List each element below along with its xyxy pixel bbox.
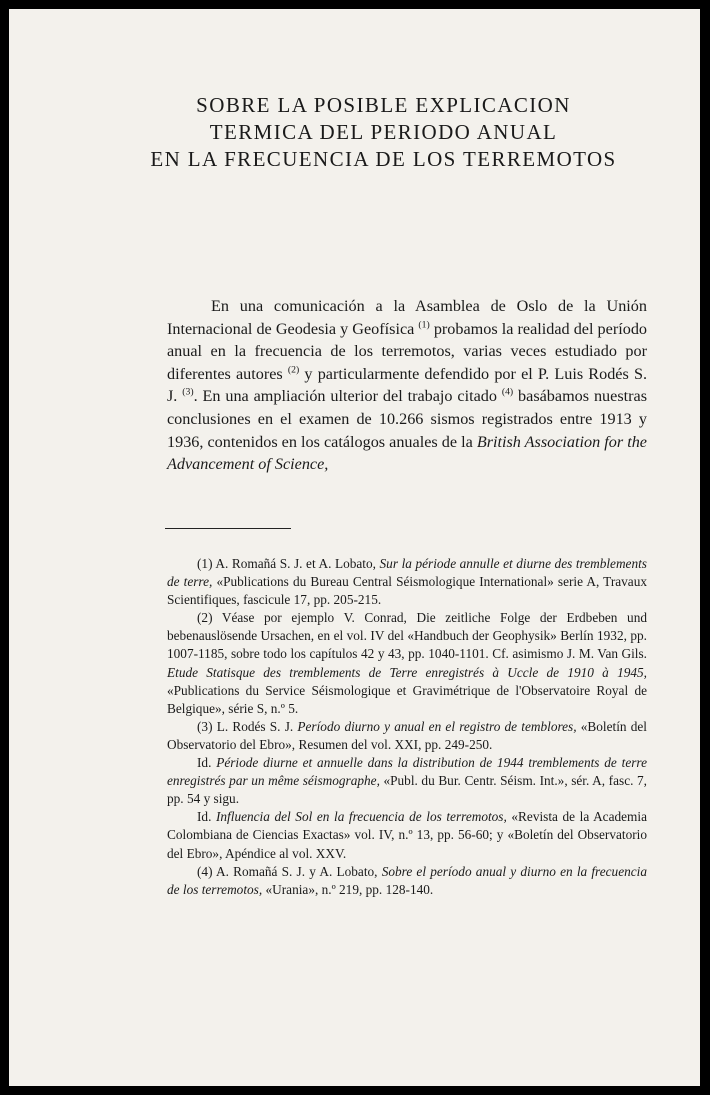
footnote-4 bbox=[167, 863, 647, 899]
footnote-italic: Sur la période annulle et diurne des tremblements de terre, bbox=[167, 556, 647, 590]
footnote-text: Id. bbox=[197, 755, 217, 771]
footnote-italic: Etude Statisque des tremblements de Terre enregistrés à Uccle de 1910 à 1945, bbox=[167, 664, 647, 680]
body-text-run: . En una ampliación ulterior del trabajo citado bbox=[193, 387, 497, 406]
footnote-mark: (2) bbox=[197, 610, 213, 626]
footnote-text: «Urania», n.º 219, pp. 128-140. bbox=[262, 881, 434, 897]
footnote-2 bbox=[167, 609, 647, 718]
article-title bbox=[9, 92, 700, 173]
footnote-ref-4: (4) bbox=[501, 386, 514, 398]
footnote-italic: Período diurno y anual en el registro de temblores, bbox=[297, 718, 577, 734]
footnote-italic: Période diurne et annuelle dans la distribution de 1944 tremblements de terre enregistrés par un même séismographe, bbox=[167, 755, 647, 789]
body-paragraph bbox=[167, 295, 647, 476]
body-text-run: probamos la realidad del período anual en la frecuencia de los terremotos, varias veces estudiado por diferentes autores bbox=[167, 319, 648, 383]
footnote-3 bbox=[167, 718, 647, 754]
body-text-run: y particularmente defendido por el P. Luis Rodés S. J. bbox=[167, 364, 647, 406]
title-line-2: TERMICA DEL PERIODO ANUAL bbox=[209, 120, 558, 144]
footnote-text: «Boletín del Observatorio del Ebro», Resumen del vol. XXI, pp. 249-250. bbox=[167, 718, 647, 752]
footnote-text: Véase por ejemplo V. Conrad, Die zeitliche Folge der Erdbeben und bebenauslösende Ursachen, en el vol. IV del «Handbuch der Geophysik» Berlín 1932, pp. 1007-1185, sobre todo los capítulos 42 y 43, pp. 1040-1101. Cf. asimismo J. M. Van Gils. bbox=[167, 610, 647, 662]
footnote-text: A. Romañá S. J. y A. Lobato, bbox=[212, 863, 382, 879]
body-text-run: basábamos nuestras conclusiones en el examen de 10.266 sismos registrados entre 1913 y 1936, contenidos en los catálogos anuales de la bbox=[167, 387, 647, 451]
footnote-italic: Influencia del Sol en la frecuencia de los terremotos, bbox=[215, 809, 507, 825]
footnote-text: «Revista de la Academia Colombiana de Ciencias Exactas» vol. IV, n.º 13, pp. 56-60; y «Boletín del Observatorio del Ebro», Apéndice al vol. XXV. bbox=[167, 809, 647, 861]
footnote-1 bbox=[167, 555, 647, 609]
body-text-run: En una comunicación a la Asamblea de Oslo de la Unión Internacional de Geodesia y Geofísica bbox=[167, 297, 647, 338]
footnote-text: A. Romañá S. J. et A. Lobato, bbox=[212, 556, 380, 571]
footnote-mark: (4) bbox=[197, 863, 213, 879]
footnote-text: «Publications du Service Séismologique et Gravimétrique de l'Observatoire Royal de Belgique», série S, n.º 5. bbox=[167, 682, 647, 716]
footnote-text: L. Rodés S. J. bbox=[212, 718, 298, 734]
body-italic-title: British Association for the Advancement of Science, bbox=[167, 432, 647, 474]
footnote-3-id-1 bbox=[167, 754, 647, 808]
footnote-ref-3: (3) bbox=[182, 386, 194, 398]
footnote-3-id-2 bbox=[167, 808, 647, 862]
footnote-text: «Publications du Bureau Central Séismologique International» serie A, Travaux Scientifiques, fascicule 17, pp. 205-215. bbox=[167, 574, 647, 608]
title-line-1: SOBRE LA POSIBLE EXPLICACION bbox=[196, 93, 571, 117]
footnote-text: «Publ. du Bur. Centr. Séism. Int.», sér. A, fasc. 7, pp. 54 y sigu. bbox=[167, 773, 647, 807]
footnotes bbox=[167, 555, 647, 899]
footnote-divider bbox=[165, 528, 291, 529]
footnote-mark: (1) bbox=[197, 556, 213, 571]
footnote-ref-2: (2) bbox=[287, 364, 300, 376]
footnote-mark: (3) bbox=[197, 718, 213, 734]
title-line-3: EN LA FRECUENCIA DE LOS TERREMOTOS bbox=[150, 147, 617, 171]
footnote-text: Id. bbox=[197, 809, 216, 825]
body-text bbox=[167, 295, 647, 476]
footnote-ref-1: (1) bbox=[418, 319, 430, 331]
page bbox=[9, 9, 700, 1086]
footnote-italic: Sobre el período anual y diurno en la frecuencia de los terremotos, bbox=[167, 863, 647, 897]
